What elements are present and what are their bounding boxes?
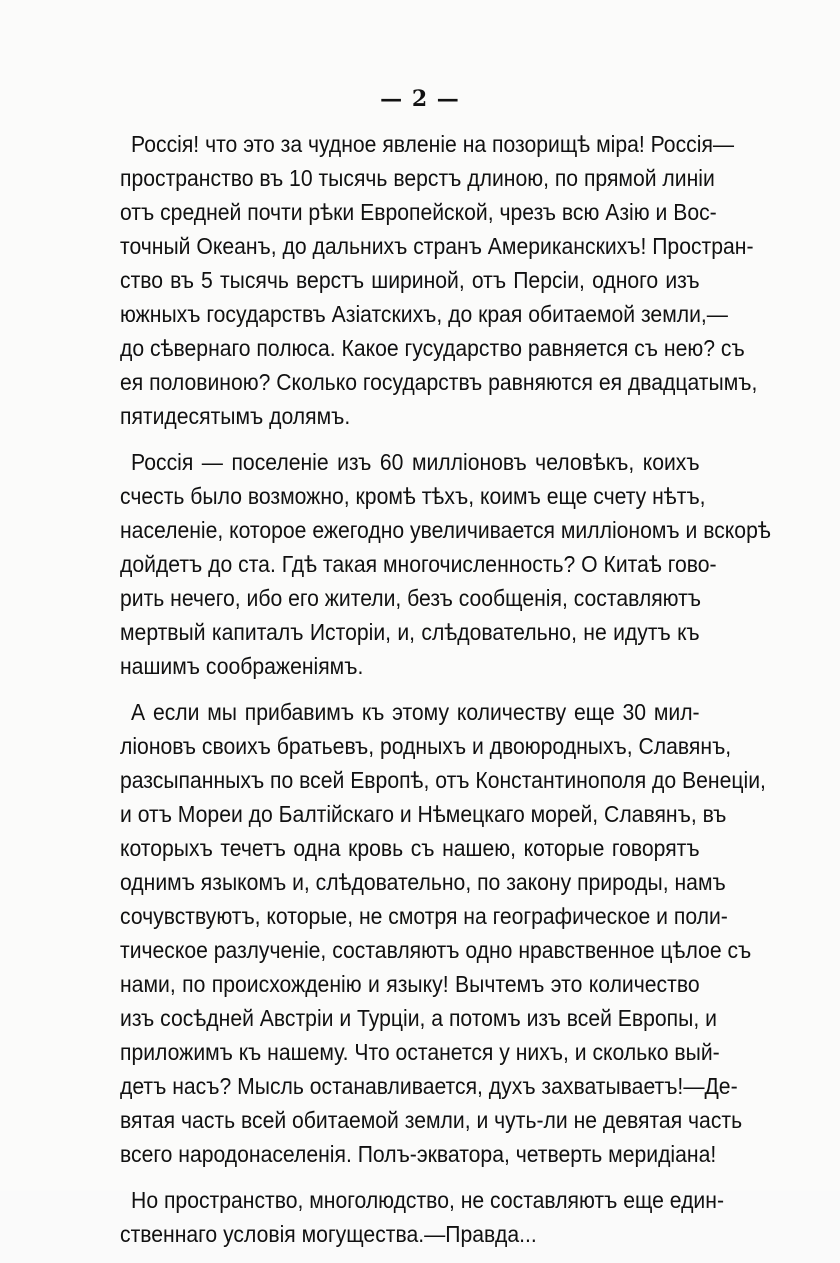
text-line: до сѣвернаго полюса. Какое гусударство равняется съ нею? съ bbox=[120, 335, 745, 361]
text-line: дойдетъ до ста. Гдѣ такая многочисленность? О Китаѣ гово- bbox=[120, 551, 717, 577]
text-line: Россія! что это за чудное явленіе на позорищѣ міра! Россія— bbox=[131, 131, 735, 157]
text-line: изъ сосѣдней Австріи и Турціи, а потомъ изъ всей Европы, и bbox=[120, 1005, 717, 1031]
text-line: Но пространство, многолюдство, не составляютъ еще един- bbox=[131, 1187, 724, 1213]
text-line: сочувствуютъ, которые, не смотря на географическое и поли- bbox=[120, 903, 728, 929]
body-text bbox=[120, 127, 771, 1263]
text-line: всего народонаселенія. Полъ-экватора, четверть меридіана! bbox=[120, 1141, 717, 1167]
text-line: южныхъ государствъ Азіатскихъ, до края обитаемой земли,— bbox=[120, 301, 728, 327]
text-line: Россія — поселеніе изъ 60 милліоновъ человѣкъ, коихъ bbox=[131, 449, 700, 475]
text-line: приложимъ къ нашему. Что останется у нихъ, и сколько вый- bbox=[120, 1039, 720, 1065]
paragraph-4 bbox=[120, 1183, 724, 1251]
text-line: пространство въ 10 тысячь верстъ длиною, по прямой линіи bbox=[120, 165, 715, 191]
text-line: ственнаго условія могущества.—Правда... bbox=[120, 1221, 537, 1247]
text-line: и отъ Мореи до Балтійскаго и Нѣмецкаго морей, Славянъ, въ bbox=[120, 801, 727, 827]
text-line: вятая часть всей обитаемой земли, и чуть-ли не девятая часть bbox=[120, 1107, 743, 1133]
paragraph-1 bbox=[120, 127, 758, 433]
text-line: счесть было возможно, кромѣ тѣхъ, коимъ еще счету нѣтъ, bbox=[120, 483, 706, 509]
paragraph-2 bbox=[120, 445, 771, 683]
text-line: пятидесятымъ долямъ. bbox=[120, 403, 351, 429]
text-line: точный Океанъ, до дальнихъ странъ Американскихъ! Простран- bbox=[120, 233, 754, 259]
text-line: А если мы прибавимъ къ этому количеству еще 30 мил- bbox=[131, 699, 700, 725]
page-number: — 2 — bbox=[380, 86, 460, 112]
text-line: разсыпанныхъ по всей Европѣ, отъ Константинополя до Венеціи, bbox=[120, 767, 766, 793]
text-line: которыхъ течетъ одна кровь съ нашею, которые говорятъ bbox=[120, 835, 700, 861]
text-line: однимъ языкомъ и, слѣдовательно, по закону природы, намъ bbox=[120, 869, 726, 895]
text-line: населеніе, которое ежегодно увеличивается милліономъ и вскорѣ bbox=[120, 517, 771, 543]
text-line: ліоновъ своихъ братьевъ, родныхъ и двоюродныхъ, Славянъ, bbox=[120, 733, 732, 759]
text-line: нашимъ соображеніямъ. bbox=[120, 653, 364, 679]
text-line: отъ средней почти рѣки Европейской, чрезъ всю Азію и Вос- bbox=[120, 199, 717, 225]
paragraph-3 bbox=[120, 695, 766, 1171]
text-line: ство въ 5 тысячь верстъ шириной, отъ Персіи, одного изъ bbox=[120, 267, 700, 293]
text-line: рить нечего, ибо его жители, безъ сообщенія, составляютъ bbox=[120, 585, 701, 611]
text-line: тическое разлученіе, составляютъ одно нравственное цѣлое съ bbox=[120, 937, 752, 963]
text-line: нами, по происхожденію и языку! Вычтемъ это количество bbox=[120, 971, 700, 997]
text-line: детъ насъ? Мысль останавливается, духъ захватываетъ!—Де- bbox=[120, 1073, 738, 1099]
text-line: ея половиною? Сколько государствъ равняются ея двадцатымъ, bbox=[120, 369, 758, 395]
text-line: мертвый капиталъ Исторіи, и, слѣдовательно, не идутъ къ bbox=[120, 619, 700, 645]
